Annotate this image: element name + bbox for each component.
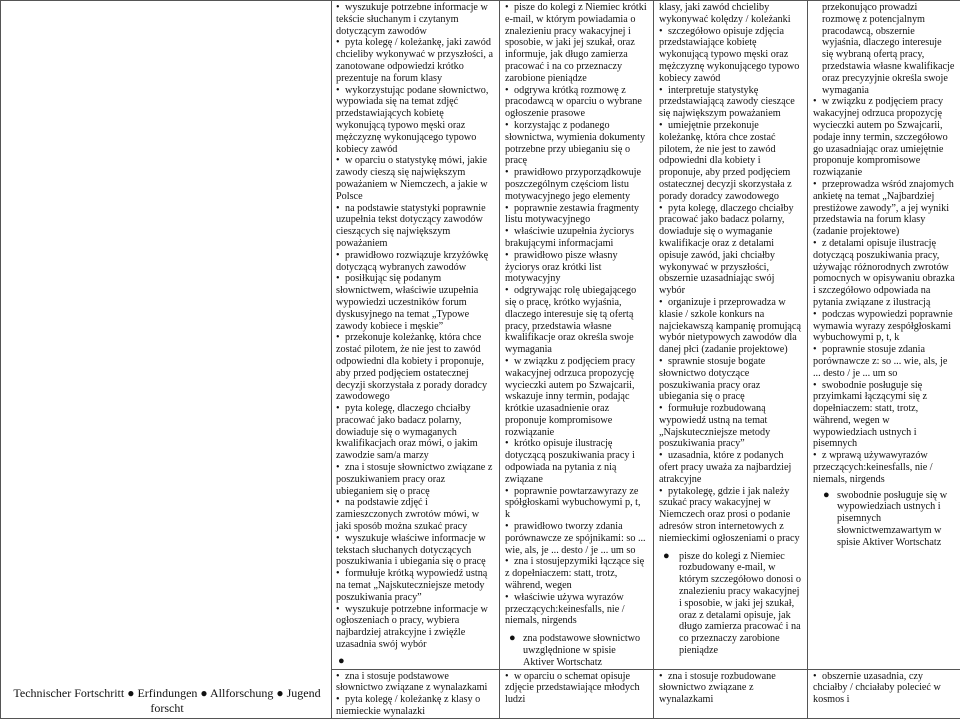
column-3-next-list bbox=[659, 671, 802, 706]
column-3-item: • interpretuje statystykę przedstawiającą zawody cieszące się największym poważaniem bbox=[659, 85, 802, 120]
column-4-next-list bbox=[813, 671, 955, 706]
column-3-continued-line: klasy, jaki zawód chcieliby wykonywać kolędzy / koleżanki bbox=[659, 2, 802, 26]
column-1-item: • wykorzystując podane słownictwo, wypowiada się na temat zdjęć przedstawiających kobietę wykonującą typowo męski oraz mężczyznę wykonującego typowo kobiecy zawód bbox=[336, 85, 494, 156]
column-1-item: • pyta kolegę, dlaczego chciałby pracować jako badacz polarny, dowiaduje się o wymaganych kwalifikacjach oraz mówi, o jakim zawodzie sam/a marzy bbox=[336, 403, 494, 462]
requirements-column-4 bbox=[808, 1, 960, 670]
column-1-item: • prawidłowo rozwiązuje krzyżówkę dotyczącą wybranych zawodów bbox=[336, 250, 494, 274]
column-4-item: • przeprowadza wśród znajomych ankietę na temat „Najbardziej prestiżowe zawody”, a jej wyniki przedstawia na forum klasy (zadanie projektowe) bbox=[813, 179, 955, 238]
column-4-item: • w związku z podjęciem pracy wakacyjnej odrzuca propozycję wycieczki autem po Szwajcarii, podaje inny termin, szczegółowo go uzasadniając oraz umiejętnie proponuje kompromisowe rozwiązanie bbox=[813, 96, 955, 179]
column-1-item: • na podstawie statystyki poprawnie uzupełnia tekst dotyczący zawodów cieszących się największym poważaniem bbox=[336, 203, 494, 250]
column-1-item: • posiłkując się podanym słownictwem, właściwie uzupełnia wypowiedzi uczestników forum dyskusyjnego na temat „Typowe zawody kobiece i męskie” bbox=[336, 273, 494, 332]
column-3-item: • formułuje rozbudowaną wypowiedź ustną na temat „Najskuteczniejsze metody poszukiwania pracy” bbox=[659, 403, 802, 450]
column-3-email-text: pisze do kolegi z Niemiec rozbudowany e-mail, w którym szczegółowo donosi o znalezieniu pracy wakacyjnej i sposobie, w jaki jej szukał, oraz z detalami opisuje, jak długo zamierza pracować i na co przeznaczy zarobione pieniądze bbox=[679, 551, 801, 656]
requirements-column-1 bbox=[332, 1, 500, 670]
column-1-next-list bbox=[336, 671, 494, 718]
column-4-continued-text: przekonująco prowadzi rozmowę z potencjalnym pracodawcą, obszernie wyjaśnia, dlaczego interesuje się wybraną ofertą pracy, przedstawia własne kwalifikacje oraz precyzyjnie określa swoje wymagania bbox=[822, 2, 954, 96]
column-3-item: • organizuje i przeprowadza w klasie / szkole konkurs na najciekawszą kampanię promującą wybór nietypowych zawodów dla danej płci (zadanie projektowe) bbox=[659, 297, 802, 356]
column-4-vocabulary-text: swobodnie posługuje się w wypowiedziach ustnych i pisemnych słownictwemzawartym w spisie Aktiver Wortschatz bbox=[837, 490, 947, 548]
column-3-item: • pytakolegę, gdzie i jak należy szukać pracy wakacyjnej w Niemczech oraz prosi o podanie adresów stron internetowych z niemieckimi ogłoszeniami o pracy bbox=[659, 486, 802, 545]
column-1-item: • formułuje krótką wypowiedź ustną na temat „Najskuteczniejsze metody poszukiwania pracy” bbox=[336, 568, 494, 603]
column-1-list bbox=[336, 2, 494, 651]
column-2-list bbox=[505, 2, 648, 627]
column-2-item: • właściwie używa wyrazów przeczących:keinesfalls, nie / niemals, nirgends bbox=[505, 592, 648, 627]
column-3-item: • uzasadnia, które z podanych ofert pracy uważa za najbardziej atrakcyjne bbox=[659, 450, 802, 485]
column-4-item: • swobodnie posługuje się przyimkami łączącymi się z dopełniaczem: statt, trotz, während, wegen w wypowiedziach ustnych i pisemnych bbox=[813, 380, 955, 451]
column-2-next-section bbox=[500, 669, 654, 718]
column-1-item: • w oparciu o statystykę mówi, jakie zawody cieszą się największym poważaniem w Niemczech, a jakie w Polsce bbox=[336, 155, 494, 202]
column-2-item: • w związku z podjęciem pracy wakacyjnej odrzuca propozycję wycieczki autem po Szwajcarii, wskazuje inny termin, podając krótkie uzasadnienie oraz proponuje kompromisowe rozwiązanie bbox=[505, 356, 648, 439]
bullet-marker-icon: ● bbox=[336, 655, 494, 667]
column-2-item: • odgrywając rolę ubiegającego się o pracę, krótko wyjaśnia, dlaczego interesuje się tą ofertą pracy, przedstawia własne kwalifikacje oraz określa swoje wymagania bbox=[505, 285, 648, 356]
column-2-next-list bbox=[505, 671, 648, 706]
column-2-item: • właściwie uzupełnia życiorys brakującymi informacjami bbox=[505, 226, 648, 250]
column-4-item: • podczas wypowiedzi poprawnie wymawia wyrazy zespółgłoskami wybuchowymi p, t, k bbox=[813, 309, 955, 344]
column-4-next-item: • obszernie uzasadnia, czy chciałby / chciałaby polecieć w kosmos i bbox=[813, 671, 955, 706]
column-1-item: • przekonuje koleżankę, która chce zostać pilotem, że nie jest to zawód odpowiedni dla kobiety i proponuje, aby przed podjęciem ostatecznej decyzji skorzystała z porady doradcy zawodowego bbox=[336, 332, 494, 403]
column-3-next-section bbox=[654, 669, 808, 718]
column-2-item: • korzystając z podanego słownictwa, wymienia dokumenty potrzebne przy ubieganiu się o pracę bbox=[505, 120, 648, 167]
column-1-item: • wyszukuje potrzebne informacje w ogłoszeniach o pracy, wybiera najbardziej atrakcyjne i zwięźle uzasadnia swój wybór bbox=[336, 604, 494, 651]
column-3-list bbox=[659, 26, 802, 545]
column-2-item: • poprawnie zestawia fragmenty listu motywacyjnego bbox=[505, 203, 648, 227]
column-4-list bbox=[813, 96, 955, 485]
column-1-item: • wyszukuje właściwe informacje w tekstach słuchanych dotyczących poszukiwania i ubiegania się o pracę bbox=[336, 533, 494, 568]
column-3-email-item bbox=[663, 551, 802, 657]
column-1-item: • zna i stosuje słownictwo związane z poszukiwaniem pracy oraz ubieganiem się o pracę bbox=[336, 462, 494, 497]
column-3-item: • szczegółowo opisuje zdjęcia przedstawiające kobietę wykonującą typowo męski oraz mężczyznę wykonującego typowo kobiecy zawód bbox=[659, 26, 802, 85]
column-3-item: • sprawnie stosuje bogate słownictwo dotyczące poszukiwania pracy oraz ubiegania się o pracę bbox=[659, 356, 802, 403]
column-2-item: • poprawnie powtarzawyrazy ze spółgłoskami wybuchowymi p, t, k bbox=[505, 486, 648, 521]
column-1-next-item: • pyta kolegę / koleżankę z klasy o niemieckie wynalazki bbox=[336, 694, 494, 718]
column-2-vocabulary-text: zna podstawowe słownictwo uwzględnione w spisie Aktiver Wortschatz bbox=[523, 633, 640, 668]
column-4-item: • z detalami opisuje ilustrację dotyczącą poszukiwania pracy, używając różnorodnych zwrotów pomocnych w opisywaniu obrazka i szczegółowo odpowiada na pytania związane z ilustracją bbox=[813, 238, 955, 309]
column-1-item: • wyszukuje potrzebne informacje w tekście słuchanym i czytanym dotyczącym zawodów bbox=[336, 2, 494, 37]
column-1-item: • na podstawie zdjęć i zamieszczonych zwrotów mówi, w jaki sposób można szukać pracy bbox=[336, 497, 494, 532]
column-4-item: • z wprawą używawyrazów przeczących:keinesfalls, nie / niemals, nirgends bbox=[813, 450, 955, 485]
column-2-item: • prawidłowo pisze własny życiorys oraz krótki list motywacyjny bbox=[505, 250, 648, 285]
column-2-next-item: • w oparciu o schemat opisuje zdjęcie przedstawiające młodych ludzi bbox=[505, 671, 648, 706]
column-2-item: • prawidłowo przyporządkowuje poszczególnym częściom listu motywacyjnego jego elementy bbox=[505, 167, 648, 202]
column-2-item: • krótko opisuje ilustrację dotyczącą poszukiwania pracy i odpowiada na pytania z nią związane bbox=[505, 438, 648, 485]
column-4-continued-item bbox=[813, 2, 955, 96]
topic-cell bbox=[1, 1, 332, 719]
column-1-item: • pyta kolegę / koleżankę, jaki zawód chcieliby wykonywać w przyszłości, a zanotowane odpowiedzi krótko prezentuje na forum klasy bbox=[336, 37, 494, 84]
requirements-column-3 bbox=[654, 1, 808, 670]
column-2-vocabulary-item bbox=[509, 633, 648, 668]
column-2-item: • zna i stosujepzymiki łączące się z dopełniaczem: statt, trotz, während, wegen bbox=[505, 556, 648, 591]
column-2-item: • odgrywa krótką rozmowę z pracodawcą w oparciu o wybrane ogłoszenie prasowe bbox=[505, 85, 648, 120]
column-2-item: • pisze do kolegi z Niemiec krótki e-mail, w którym powiadamia o znalezieniu pracy wakacyjnej i sposobie, w jaki jej szukał, oraz informuje, jak długo zamierza pracować i na co przeznaczy zarobione pieniądze bbox=[505, 2, 648, 85]
column-4-next-section bbox=[808, 669, 960, 718]
column-2-item: • prawidłowo tworzy zdania porównawcze ze spójnikami: so ... wie, als, je ... desto / je ... um so bbox=[505, 521, 648, 556]
column-3-item: • pyta kolegę, dlaczego chciałby pracować jako badacz polarny, dowiaduje się o wymaganie kwalifikacje oraz z detalami opisuje zawód, jaki chciałby wykonywać w przyszłości, obszernie uzasadniając swój wybór bbox=[659, 203, 802, 297]
column-3-next-item: • zna i stosuje rozbudowane słownictwo związane z wynalazkami bbox=[659, 671, 802, 706]
column-4-item: • poprawnie stosuje zdania porównawcze z: so ... wie, als, je ... desto / je ... um so bbox=[813, 344, 955, 379]
column-1-next-section bbox=[332, 669, 500, 718]
column-4-vocabulary-item bbox=[823, 490, 955, 549]
column-1-next-item: • zna i stosuje podstawowe słownictwo związane z wynalazkami bbox=[336, 671, 494, 695]
requirements-column-2 bbox=[500, 1, 654, 670]
column-3-item: • umiejętnie przekonuje koleżankę, która chce zostać pilotem, że nie jest to zawód odpowiedni dla kobiety i proponuje, aby przed podjęciem ostatecznej decyzji skorzystała z porady doradcy zawodowego bbox=[659, 120, 802, 203]
topic-label: Technischer Fortschritt ● Erfindungen ● Allforschung ● Jugend forscht bbox=[7, 686, 327, 716]
